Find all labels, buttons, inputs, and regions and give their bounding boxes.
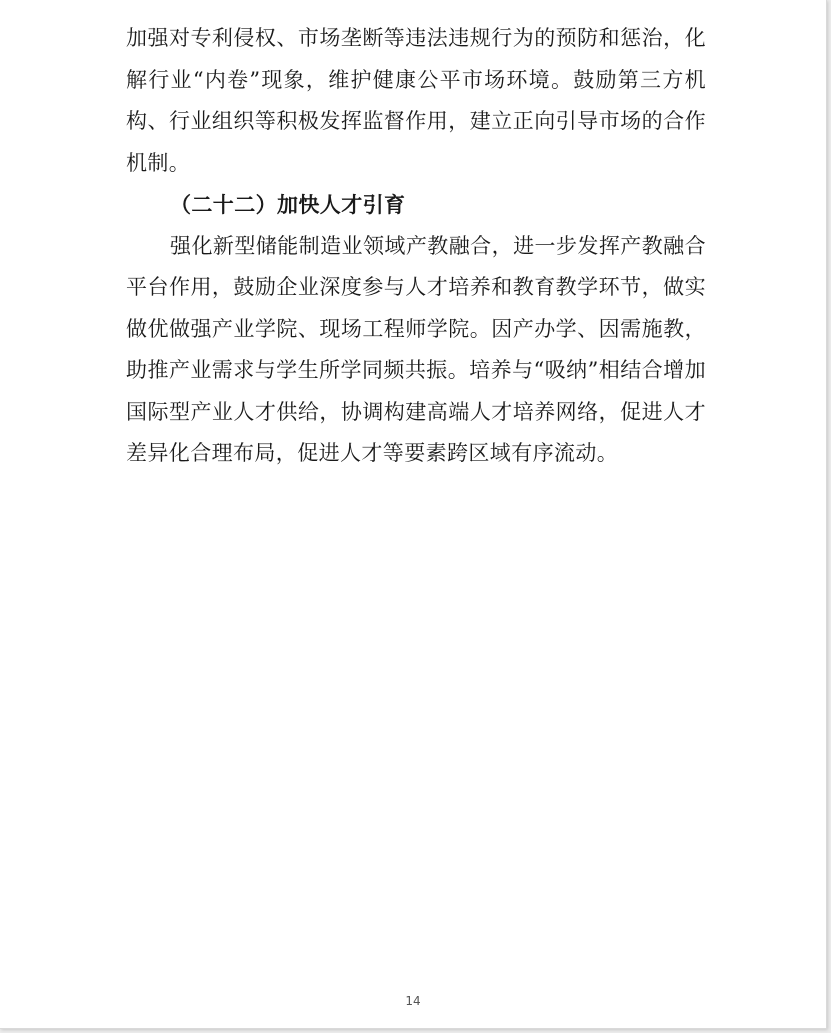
page-content [126,18,706,475]
page-number: 14 [405,994,421,1008]
section-heading-talent: （二十二）加快人才引育 [170,192,406,217]
paragraph-market-regulation: 加强对专利侵权、市场垄断等违法违规行为的预防和惩治，化解行业“内卷”现象，维护健康公平市场环境。鼓励第三方机构、行业组织等积极发挥监督作用，建立正向引导市场的合作机制。 [126,26,706,175]
paragraph-talent-cultivation: 强化新型储能制造业领域产教融合，进一步发挥产教融合平台作用，鼓励企业深度参与人才培养和教育教学环节，做实做优做强产业学院、现场工程师学院。因产办学、因需施教，助推产业需求与学生所学同频共振。培养与“吸纳”相结合增加国际型产业人才供给，协调构建高端人才培养网络，促进人才差异化合理布局，促进人才等要素跨区域有序流动。 [126,233,706,465]
